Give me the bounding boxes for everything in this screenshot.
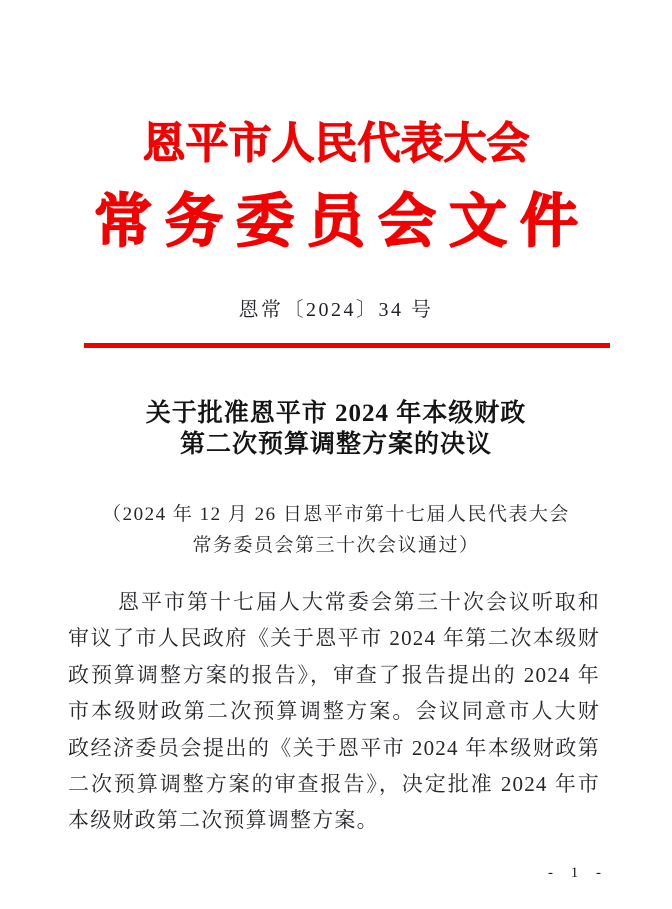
adoption-note-line2: 常务委员会第三十次会议通过） [192,535,480,556]
red-separator-line [84,343,610,348]
doc-type-heading: 常务委员会文件 [93,189,591,254]
adoption-note [0,499,672,561]
document-title [0,399,672,460]
body-paragraph: 恩平市第十七届人大常委会第三十次会议听取和审议了市人民政府《关于恩平市 2024 年第二次本级财政预算调整方案的报告》，审查了报告提出的 2024 年市本级财政第二次预算调整方案。会议同意市人大财政经济委员会提出的《关于恩平市 2024 年本级财政第二次预算调整方案的审查报告》，决定批准 2024 年市本级财政第二次预算调整方案。 [68,590,600,833]
page-number: - 1 - [548,865,606,881]
org-name-heading: 恩平市人民代表大会 [142,121,530,168]
doc-number: 恩常〔2024〕34 号 [238,299,434,321]
document-title-line2: 第二次预算调整方案的决议 [179,430,492,458]
adoption-note-line1: （2024 年 12 月 26 日恩平市第十七届人民代表大会 [102,504,570,525]
document-title-line1: 关于批准恩平市 2024 年本级财政 [145,400,527,427]
